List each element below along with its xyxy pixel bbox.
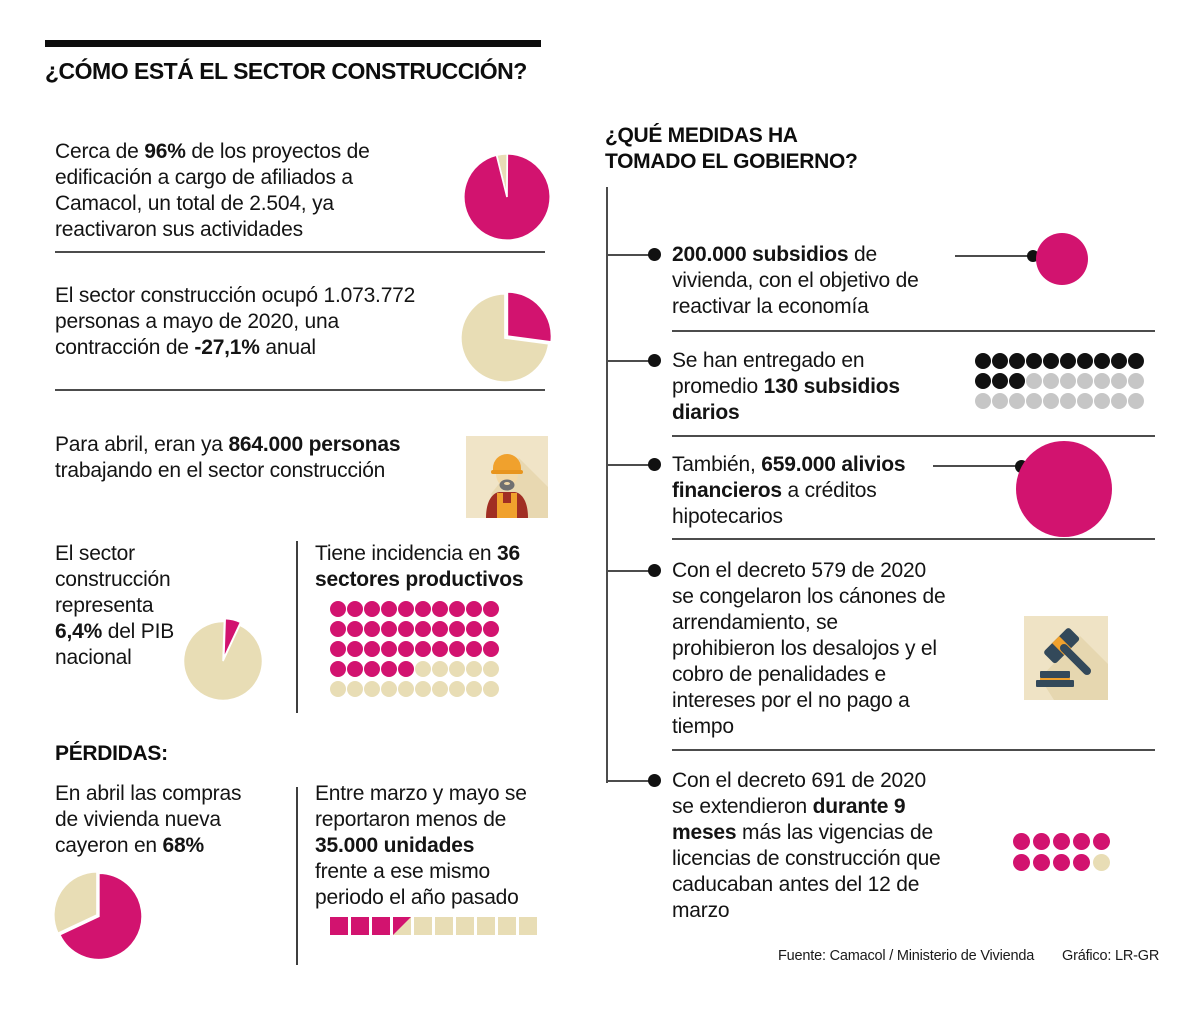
construction-worker-icon	[466, 436, 548, 518]
stat-home-purchases: En abril las compras de vivienda nueva cayeron en 68%	[55, 782, 242, 857]
source-credit: Fuente: Camacol / Ministerio de Vivienda	[778, 948, 1035, 964]
branch-line	[606, 464, 649, 466]
stat-workers-april: Para abril, eran ya 864.000 personas trabajando en el sector construcción	[55, 433, 401, 482]
bullet-icon	[648, 354, 661, 367]
pie-projects-reactivated	[461, 151, 553, 243]
stat-sectors: Tiene incidencia en 36 sectores productivos	[315, 542, 524, 591]
measure-subsidios: 200.000 subsidios de vivienda, con el objetivo de reactivar la economía	[672, 243, 919, 318]
separator	[55, 389, 545, 391]
graphic-credit: Gráfico: LR-GR	[1062, 948, 1160, 964]
circle-alivios	[1016, 441, 1112, 537]
page-title: ¿CÓMO ESTÁ EL SECTOR CONSTRUCCIÓN?	[45, 58, 527, 84]
separator	[672, 538, 1155, 540]
pictograph-meses	[1013, 833, 1110, 871]
stat-pib-share: El sector construcción representa 6,4% del PIB nacional	[55, 542, 175, 669]
title-accent-bar	[45, 40, 541, 47]
stat-projects-reactivated: Cerca de 96% de los proyectos de edificación a cargo de afiliados a Camacol, un total de 2.504, ya reactivaron sus actividades	[55, 140, 370, 241]
pictograph-units	[330, 917, 537, 935]
pictograph-subsidios-diarios	[975, 353, 1144, 409]
bullet-icon	[648, 458, 661, 471]
measures-title: ¿QUÉ MEDIDAS HA TOMADO EL GOBIERNO?	[605, 124, 858, 173]
bullet-icon	[648, 248, 661, 261]
circle-subsidios	[1036, 233, 1088, 285]
pictograph-sectors	[330, 601, 499, 697]
branch-line	[606, 254, 649, 256]
measures-spine	[606, 187, 608, 783]
separator	[672, 435, 1155, 437]
vertical-divider	[296, 787, 298, 965]
measure-decreto-579: Con el decreto 579 de 2020 se congelaron los cánones de arrendamiento, se prohibieron los desalojos y el cobro de penalidades e intereses por el no pago a tiempo	[672, 559, 946, 738]
branch-line	[606, 780, 649, 782]
stat-employment-contraction: El sector construcción ocupó 1.073.772 personas a mayo de 2020, una contracción de -27,1% anual	[55, 284, 416, 359]
branch-line	[606, 570, 649, 572]
measure-decreto-691: Con el decreto 691 de 2020 se extendieron durante 9 meses más las vigencias de licencias de construcción que caducaban antes del 12 de marzo	[672, 769, 941, 922]
bullet-icon	[648, 774, 661, 787]
connector-line	[955, 255, 1031, 257]
measure-alivios: También, 659.000 alivios financieros a créditos hipotecarios	[672, 453, 906, 528]
vertical-divider	[296, 541, 298, 713]
pie-employment-contraction	[458, 291, 552, 385]
stat-units: Entre marzo y mayo se reportaron menos de 35.000 unidades frente a ese mismo periodo el año pasado	[315, 782, 527, 909]
gavel-icon	[1024, 616, 1108, 700]
pie-home-purchases	[51, 869, 143, 961]
branch-line	[606, 360, 649, 362]
separator	[55, 251, 545, 253]
connector-line	[933, 465, 1017, 467]
bullet-icon	[648, 564, 661, 577]
measure-subsidios-diarios: Se han entregado en promedio 130 subsidios diarios	[672, 349, 900, 424]
separator	[672, 749, 1155, 751]
perdidas-heading: PÉRDIDAS:	[55, 742, 168, 765]
separator	[672, 330, 1155, 332]
pie-pib-share	[181, 619, 265, 703]
